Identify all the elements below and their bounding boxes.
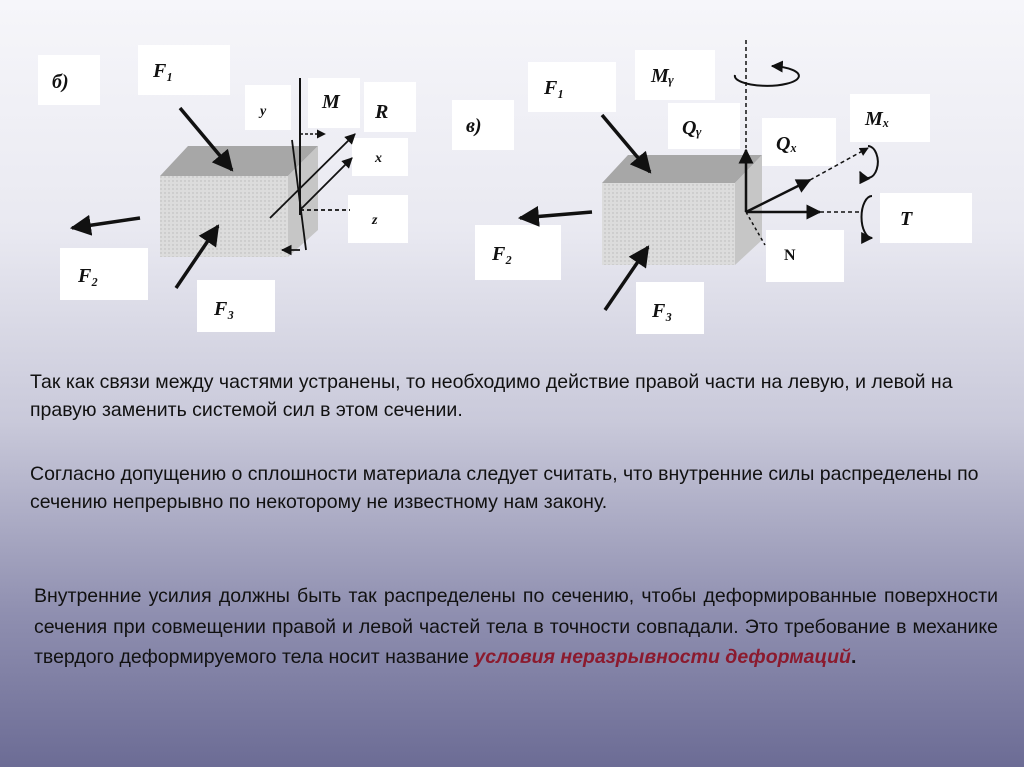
left-tag: б)	[52, 71, 69, 93]
left-f1-box	[138, 45, 230, 95]
right-qx-box	[762, 118, 836, 166]
left-f2-label: F₂	[78, 265, 99, 287]
right-tag-box	[452, 100, 514, 150]
left-f3-box	[197, 280, 275, 332]
right-t-label: T	[900, 208, 913, 230]
paragraph-3-main: Внутренние усилия должны быть так распределены по сечению, чтобы деформированные поверхности сечения при совмещении правой и левой частей тела в точности совпадали. Это требование в механике твердого деформируемого тела носит название	[34, 585, 998, 668]
right-qy-box	[668, 103, 740, 149]
right-n-label: N	[784, 247, 796, 264]
left-f2-arrow	[72, 218, 140, 228]
paragraph-2: Согласно допущению о сплошности материала следует считать, что внутренние силы распределены по сечению непрерывно по некоторому не известному нам закону.	[30, 463, 979, 513]
right-my-box	[635, 50, 715, 100]
right-qx-label: Qₓ	[776, 133, 798, 155]
paragraph-1: Так как связи между частями устранены, то необходимо действие правой части на левую, и левой на правую заменить системой сил в этом сечении.	[30, 371, 953, 421]
paragraph-3-end: .	[850, 646, 857, 668]
right-f1-box	[528, 62, 616, 112]
right-t-box	[880, 193, 972, 243]
continuity-term: условия неразрывности деформаций	[474, 646, 851, 668]
right-tag: в)	[466, 115, 482, 137]
left-tag-box	[38, 55, 100, 105]
right-f2-label: F₂	[492, 243, 513, 265]
left-z-box	[348, 195, 408, 243]
right-mx-label: Mₓ	[865, 108, 890, 130]
left-f3-label: F₃	[214, 298, 235, 320]
left-f1-label: F₁	[153, 60, 174, 82]
left-y-box	[245, 85, 291, 130]
right-diagram	[452, 40, 972, 334]
right-f2-arrow	[520, 212, 592, 218]
right-qy-label: Qᵧ	[682, 117, 702, 139]
right-f2-box	[475, 225, 561, 280]
right-f3-label: F₃	[652, 300, 673, 322]
left-f2-box	[60, 248, 148, 300]
left-m-label: M	[322, 91, 340, 113]
left-diagram	[38, 45, 416, 332]
left-y-label: y	[260, 104, 267, 119]
left-r-label: R	[375, 101, 389, 123]
left-z-label: z	[372, 213, 378, 228]
right-my-label: Mᵧ	[651, 65, 674, 87]
left-x-label: x	[375, 151, 382, 166]
right-mx-box	[850, 94, 930, 142]
right-n-box	[766, 230, 844, 282]
force-diagram	[0, 0, 1024, 350]
paragraph-3	[34, 581, 998, 673]
left-r-box	[364, 82, 416, 132]
right-block	[602, 155, 762, 265]
right-f1-label: F₁	[544, 77, 565, 99]
